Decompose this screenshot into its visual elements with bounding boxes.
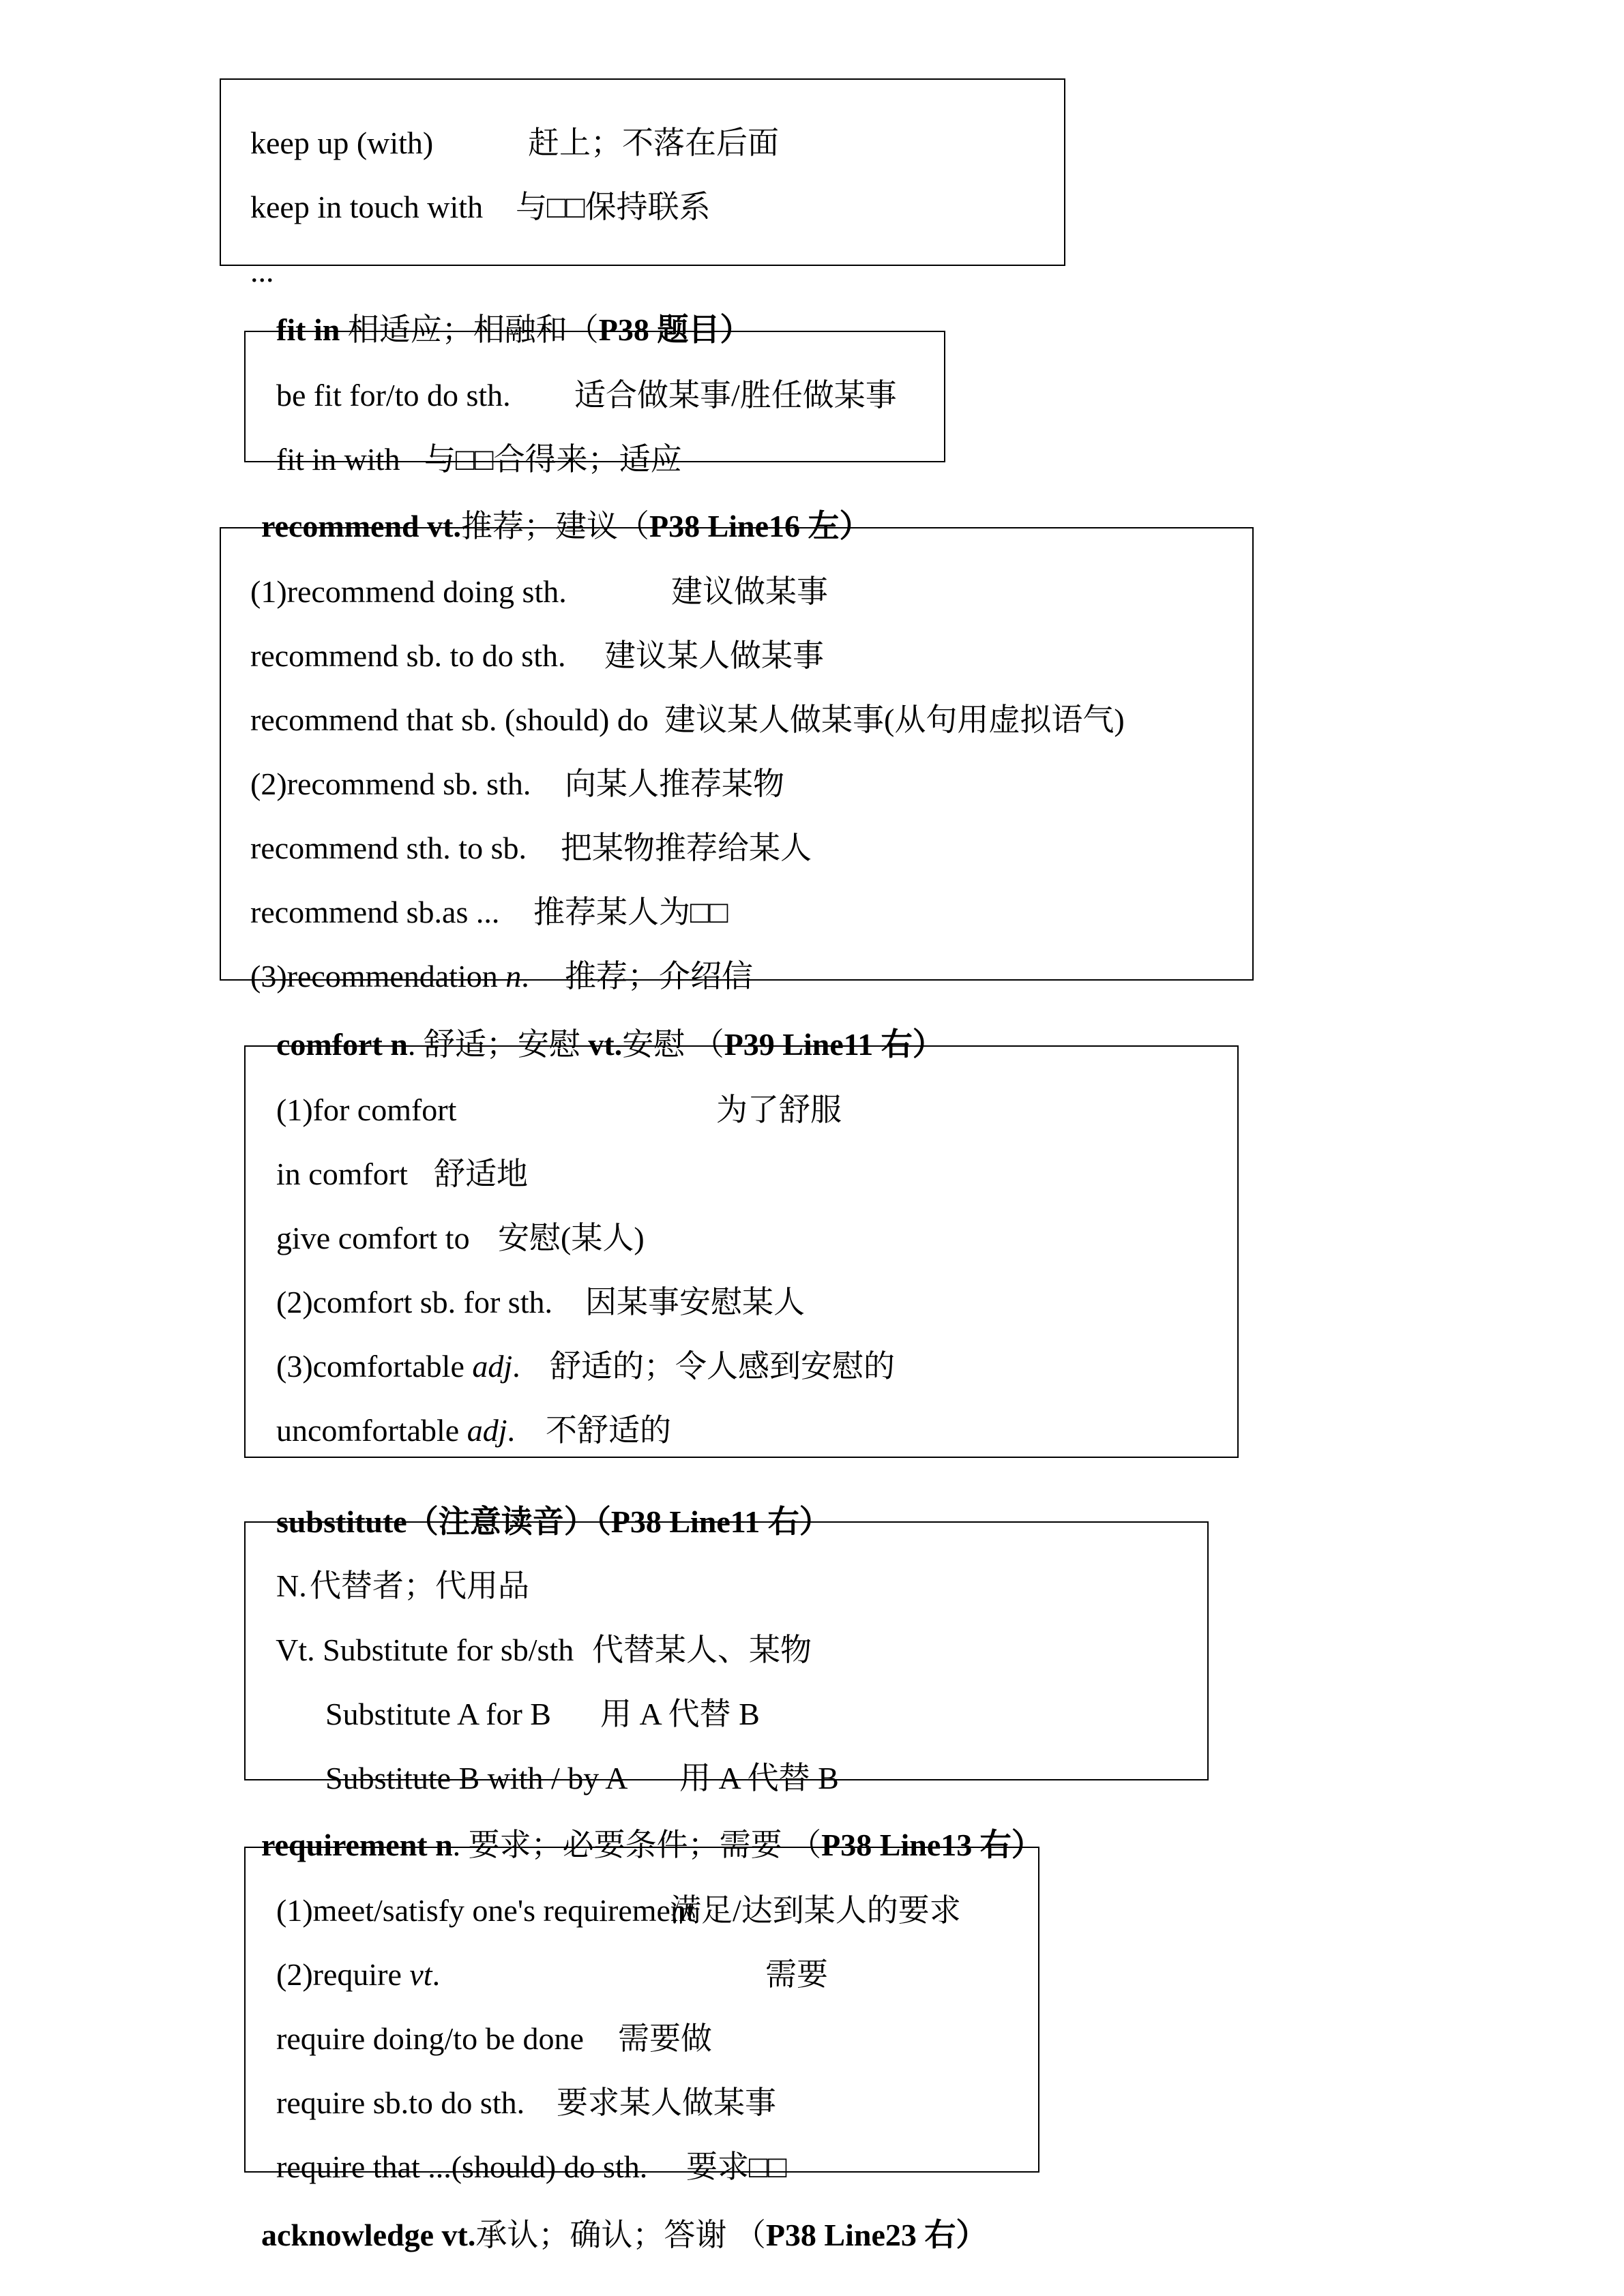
box4-line-6: uncomfortable adj. 不舒适的	[276, 1413, 671, 1448]
box6-line-2: (2)require vt. 需要	[276, 1957, 828, 1992]
heading-acknowledge: acknowledge vt.承认；确认；答谢 （P38 Line23 右）	[261, 2218, 988, 2252]
box6-line-4: require sb.to do sth. 要求某人做某事	[276, 2085, 776, 2120]
box3-line-3: recommend that sb. (should) do 建议某人做某事(从句用虚拟语气)	[250, 702, 1125, 737]
box2-line-1: be fit for/to do sth. 适合做某事/胜任做某事	[276, 378, 897, 413]
box3-line-5: recommend sth. to sb. 把某物推荐给某人	[250, 831, 812, 865]
box3-line-2: recommend sb. to do sth. 建议某人做某事	[250, 638, 824, 673]
heading-recommend: recommend vt.推荐；建议（P38 Line16 左）	[261, 509, 871, 543]
box3-line-1: (1)recommend doing sth. 建议做某事	[250, 574, 828, 609]
box2-line-2: fit in with 与□□合得来；适应	[276, 442, 682, 477]
box5-line-2: Vt. Substitute for sb/sth 代替某人、某物	[276, 1632, 812, 1667]
heading-comfort: comfort n. 舒适；安慰 vt.安慰 （P39 Line11 右）	[276, 1027, 944, 1062]
box4-line-1: (1)for comfort 为了舒服	[276, 1092, 842, 1127]
heading-substitute: substitute（注意读音）（P38 Line11 右）	[276, 1504, 831, 1539]
heading-requirement: requirement n. 要求；必要条件；需要 （P38 Line13 右）	[261, 1828, 1043, 1862]
box4-line-3: give comfort to 安慰(某人)	[276, 1221, 645, 1255]
box5-line-4: Substitute B with / by A 用 A 代替 B	[325, 1761, 839, 1795]
box4-line-2: in comfort 舒适地	[276, 1157, 528, 1191]
box4-line-4: (2)comfort sb. for sth. 因某事安慰某人	[276, 1285, 805, 1320]
box3-line-4: (2)recommend sb. sth. 向某人推荐某物	[250, 766, 784, 801]
box3-line-7: (3)recommendation n. 推荐；介绍信	[250, 959, 753, 994]
heading-fit-in: fit in 相适应；相融和（P38 题目）	[276, 312, 752, 347]
box3-line-6: recommend sb.as ... 推荐某人为□□	[250, 895, 728, 929]
box1-line-2: keep in touch with 与□□保持联系	[250, 190, 711, 224]
box5-line-1: N. 代替者；代用品	[276, 1568, 529, 1603]
box1-line-3: ...	[250, 254, 274, 288]
box6-line-3: require doing/to be done 需要做	[276, 2021, 712, 2056]
box4-line-5: (3)comfortable adj. 舒适的；令人感到安慰的	[276, 1349, 895, 1384]
box1-line-1: keep up (with) 赶上；不落在后面	[250, 125, 779, 160]
box6-line-5: require that ...(should) do sth. 要求□□	[276, 2149, 787, 2184]
box5-line-3: Substitute A for B 用 A 代替 B	[325, 1697, 760, 1731]
box6-line-1: (1)meet/satisfy one's requirement 满足/达到某人的要求	[276, 1893, 961, 1928]
